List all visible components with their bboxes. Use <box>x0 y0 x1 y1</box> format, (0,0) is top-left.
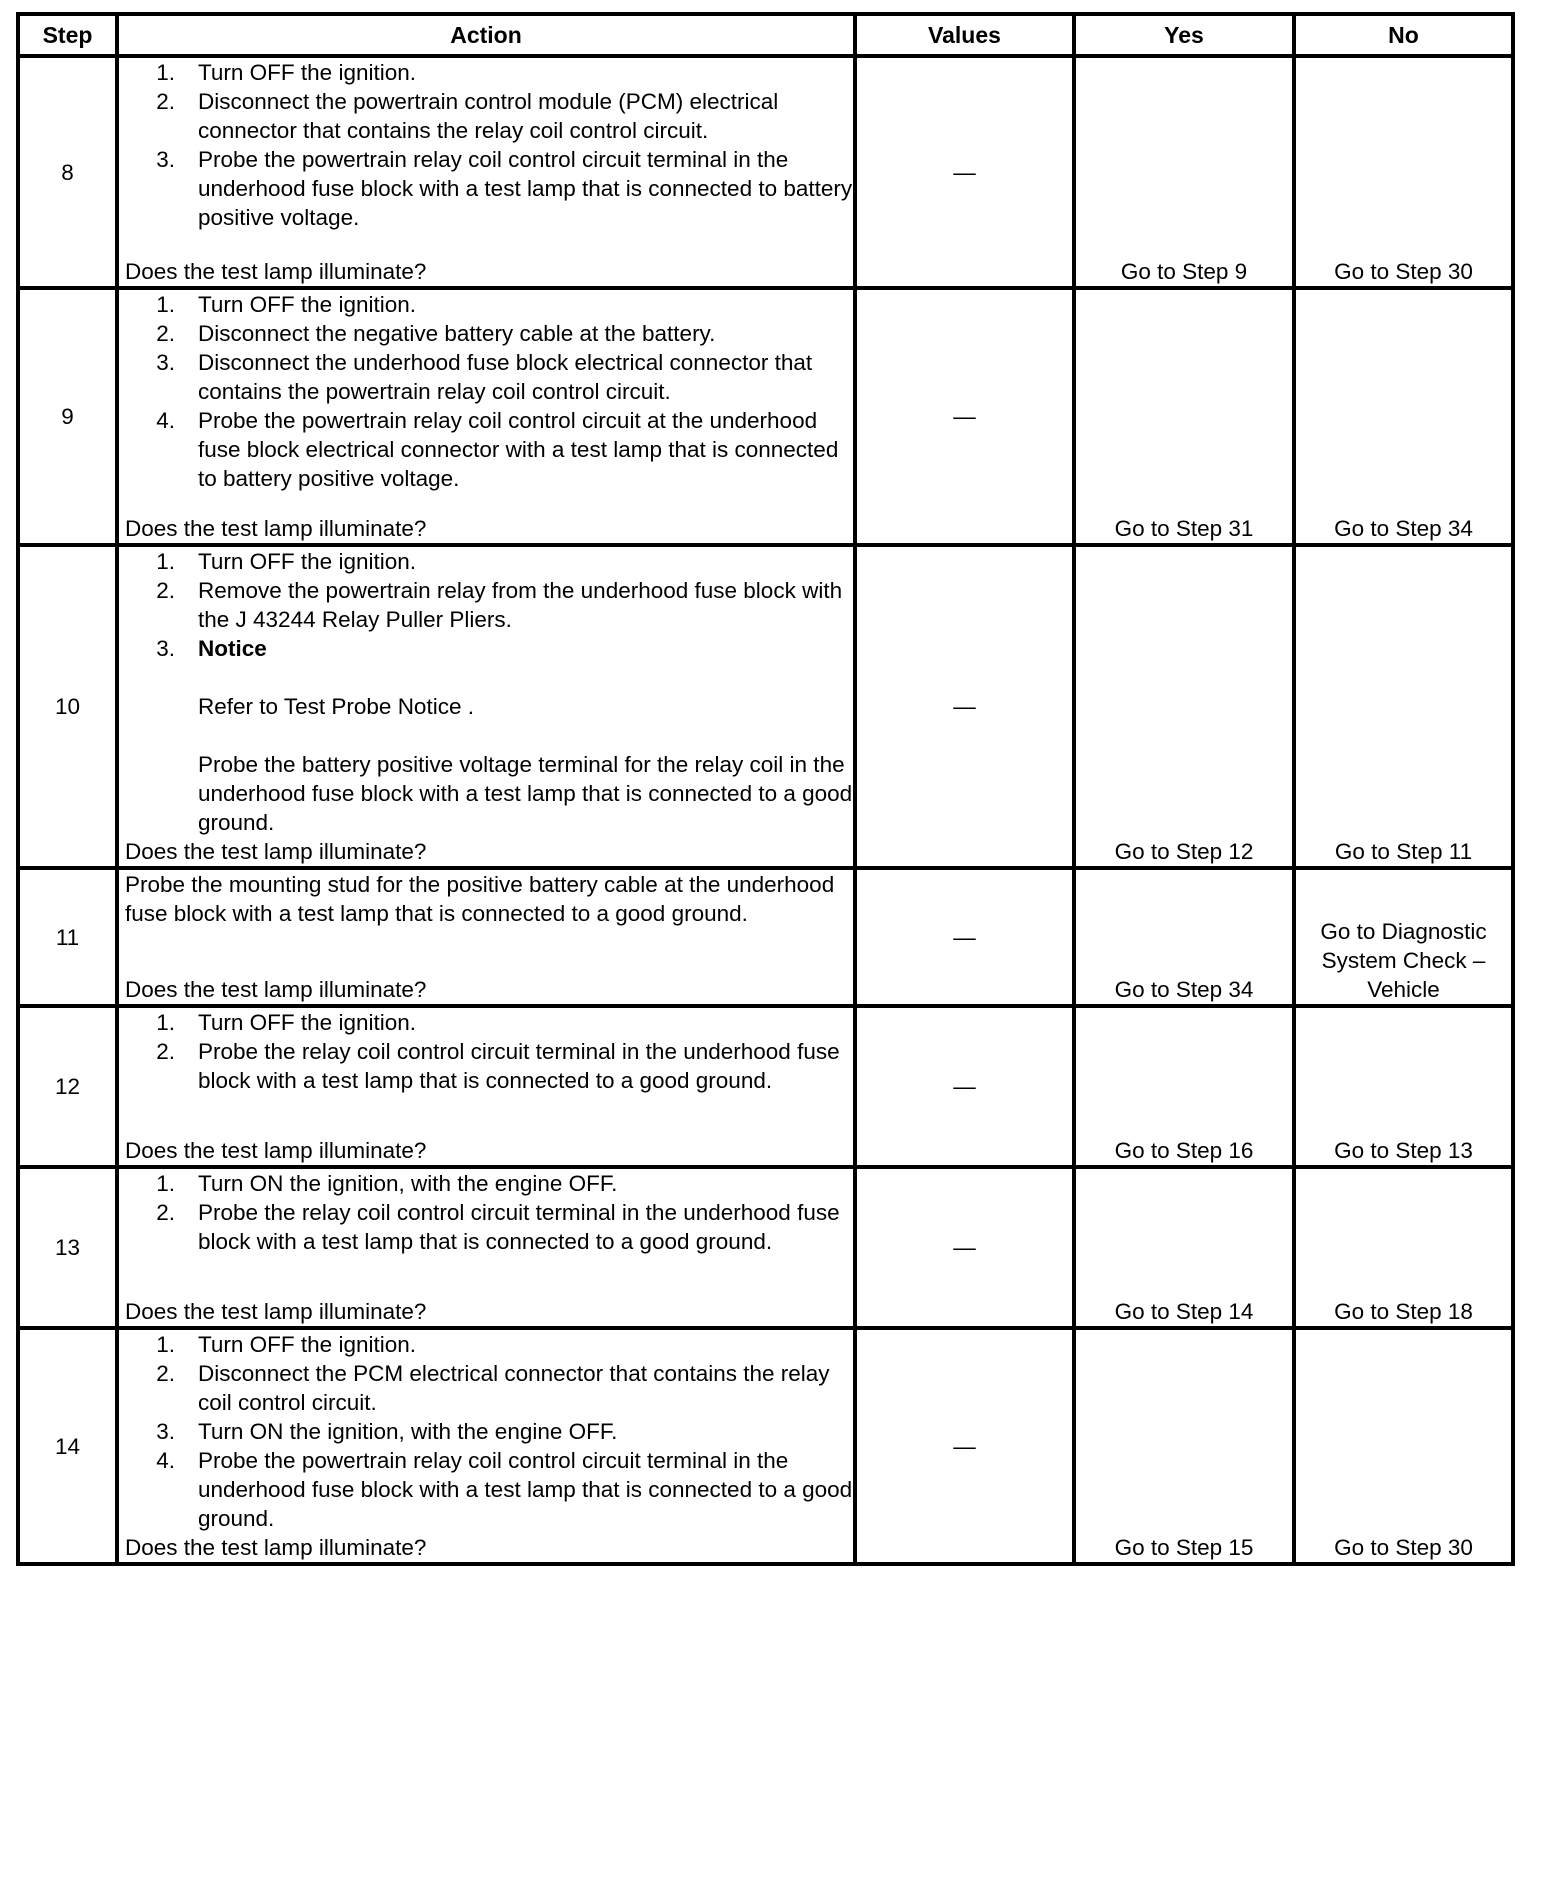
item-number: 3. <box>156 636 175 661</box>
header-step: Step <box>18 14 117 56</box>
item-text: Turn OFF the ignition. <box>198 1010 417 1035</box>
question-text: Does the test lamp illuminate? <box>125 516 427 541</box>
item-number: 4. <box>156 408 175 433</box>
item-number: 2. <box>156 1039 175 1064</box>
question-text: Does the test lamp illuminate? <box>125 1299 427 1324</box>
list-item <box>125 634 853 837</box>
no-result: Go to Step 11 <box>1294 545 1513 868</box>
item-number: 1. <box>156 292 175 317</box>
step-number: 13 <box>18 1167 117 1328</box>
list-item <box>125 58 853 87</box>
action-content <box>125 1169 853 1326</box>
action-steps-list <box>125 547 853 837</box>
question-text: Does the test lamp illuminate? <box>125 839 427 864</box>
table-row <box>18 868 1513 1006</box>
list-item <box>125 290 853 319</box>
table-row <box>18 1167 1513 1328</box>
item-text: Turn OFF the ignition. <box>198 1332 417 1357</box>
step-number: 9 <box>18 288 117 545</box>
yes-result: Go to Step 34 <box>1074 868 1294 1006</box>
action-content <box>125 547 853 866</box>
item-number: 4. <box>156 1448 175 1473</box>
list-item <box>125 87 853 145</box>
no-result: Go to Step 18 <box>1294 1167 1513 1328</box>
action-steps-list <box>125 1330 853 1533</box>
action-content <box>125 58 853 286</box>
action-content <box>125 870 853 1004</box>
list-item <box>125 1037 853 1095</box>
item-text: Remove the powertrain relay from the underhood fuse block with the J 43244 Relay Puller Pliers. <box>198 578 843 632</box>
item-number: 1. <box>156 1332 175 1357</box>
step-number: 11 <box>18 868 117 1006</box>
action-steps-list <box>125 58 853 232</box>
list-item <box>125 1446 853 1533</box>
item-number: 2. <box>156 89 175 114</box>
action-content <box>125 290 853 543</box>
yes-result: Go to Step 31 <box>1074 288 1294 545</box>
item-number: 1. <box>156 1010 175 1035</box>
item-text: Turn ON the ignition, with the engine OFF. <box>198 1419 618 1444</box>
value-cell: — <box>855 1328 1074 1564</box>
action-steps-list <box>125 1008 853 1095</box>
notice-instruction: Probe the battery positive voltage terminal for the relay coil in the underhood fuse block with a test lamp that is connected to a good ground. <box>198 752 853 835</box>
yes-result: Go to Step 14 <box>1074 1167 1294 1328</box>
no-result: Go to Step 30 <box>1294 1328 1513 1564</box>
item-number: 3. <box>156 350 175 375</box>
list-item <box>125 1198 853 1256</box>
action-content <box>125 1330 853 1562</box>
action-steps-list <box>125 290 853 493</box>
list-item <box>125 1359 853 1417</box>
step-number: 14 <box>18 1328 117 1564</box>
item-text: Probe the powertrain relay coil control circuit terminal in the underhood fuse block with a test lamp that is connected to a good ground. <box>198 1448 853 1531</box>
action-cell <box>117 1167 855 1328</box>
item-number: 2. <box>156 321 175 346</box>
yes-result: Go to Step 15 <box>1074 1328 1294 1564</box>
item-text: Probe the relay coil control circuit terminal in the underhood fuse block with a test lamp that is connected to a good ground. <box>198 1039 840 1093</box>
table-row <box>18 1006 1513 1167</box>
value-cell: — <box>855 545 1074 868</box>
table-row <box>18 545 1513 868</box>
list-item <box>125 319 853 348</box>
item-text: Disconnect the underhood fuse block electrical connector that contains the powertrain relay coil control circuit. <box>198 350 813 404</box>
header-action: Action <box>117 14 855 56</box>
table-row <box>18 288 1513 545</box>
item-number: 1. <box>156 1171 175 1196</box>
list-item <box>125 406 853 493</box>
item-text: Probe the relay coil control circuit terminal in the underhood fuse block with a test lamp that is connected to a good ground. <box>198 1200 840 1254</box>
list-item <box>125 1169 853 1198</box>
table-row <box>18 1328 1513 1564</box>
item-number: 2. <box>156 578 175 603</box>
question-text: Does the test lamp illuminate? <box>125 977 427 1002</box>
action-cell <box>117 868 855 1006</box>
no-result: Go to Step 30 <box>1294 56 1513 288</box>
question-text: Does the test lamp illuminate? <box>125 1535 427 1560</box>
step-number: 8 <box>18 56 117 288</box>
item-number: 3. <box>156 147 175 172</box>
no-result: Go to Diagnostic System Check – Vehicle <box>1294 868 1513 1006</box>
item-number: 1. <box>156 60 175 85</box>
no-result: Go to Step 34 <box>1294 288 1513 545</box>
action-text: Probe the mounting stud for the positive battery cable at the underhood fuse block with a test lamp that is connected to a good ground. <box>125 872 835 926</box>
item-text: Disconnect the powertrain control module (PCM) electrical connector that contains the relay coil control circuit. <box>198 89 779 143</box>
item-text: Turn ON the ignition, with the engine OFF. <box>198 1171 618 1196</box>
item-text: Turn OFF the ignition. <box>198 292 417 317</box>
spacer <box>198 663 853 692</box>
yes-result: Go to Step 12 <box>1074 545 1294 868</box>
yes-result: Go to Step 9 <box>1074 56 1294 288</box>
action-cell <box>117 56 855 288</box>
action-cell <box>117 288 855 545</box>
list-item <box>125 547 853 576</box>
list-item <box>125 145 853 232</box>
item-text: Turn OFF the ignition. <box>198 60 417 85</box>
value-cell: — <box>855 56 1074 288</box>
question-text: Does the test lamp illuminate? <box>125 1138 427 1163</box>
header-no: No <box>1294 14 1513 56</box>
spacer <box>198 721 853 750</box>
header-values: Values <box>855 14 1074 56</box>
item-text: Turn OFF the ignition. <box>198 549 417 574</box>
no-result: Go to Step 13 <box>1294 1006 1513 1167</box>
notice-label: Notice <box>198 636 267 661</box>
item-text <box>175 634 853 837</box>
list-item <box>125 576 853 634</box>
list-item <box>125 1330 853 1359</box>
item-number: 3. <box>156 1419 175 1444</box>
value-cell: — <box>855 288 1074 545</box>
list-item <box>125 1008 853 1037</box>
step-number: 12 <box>18 1006 117 1167</box>
question-text: Does the test lamp illuminate? <box>125 259 427 284</box>
value-cell: — <box>855 868 1074 1006</box>
yes-result: Go to Step 16 <box>1074 1006 1294 1167</box>
action-cell <box>117 1006 855 1167</box>
value-cell: — <box>855 1167 1074 1328</box>
notice-reference: Refer to Test Probe Notice . <box>198 694 474 719</box>
action-content <box>125 1008 853 1165</box>
header-yes: Yes <box>1074 14 1294 56</box>
header-row <box>18 14 1513 56</box>
item-text: Probe the powertrain relay coil control circuit at the underhood fuse block electrical connector with a test lamp that is connected to battery positive voltage. <box>198 408 839 491</box>
item-number: 2. <box>156 1361 175 1386</box>
item-number: 2. <box>156 1200 175 1225</box>
item-text: Probe the powertrain relay coil control circuit terminal in the underhood fuse block with a test lamp that is connected to battery positive voltage. <box>198 147 853 230</box>
list-item <box>125 1417 853 1446</box>
step-number: 10 <box>18 545 117 868</box>
item-text: Disconnect the negative battery cable at the battery. <box>198 321 716 346</box>
diagnostic-table <box>16 12 1515 1566</box>
item-text: Disconnect the PCM electrical connector that contains the relay coil control circuit. <box>198 1361 830 1415</box>
action-cell <box>117 1328 855 1564</box>
list-item <box>125 348 853 406</box>
action-cell <box>117 545 855 868</box>
value-cell: — <box>855 1006 1074 1167</box>
table-row <box>18 56 1513 288</box>
action-steps-list <box>125 1169 853 1256</box>
item-number: 1. <box>156 549 175 574</box>
